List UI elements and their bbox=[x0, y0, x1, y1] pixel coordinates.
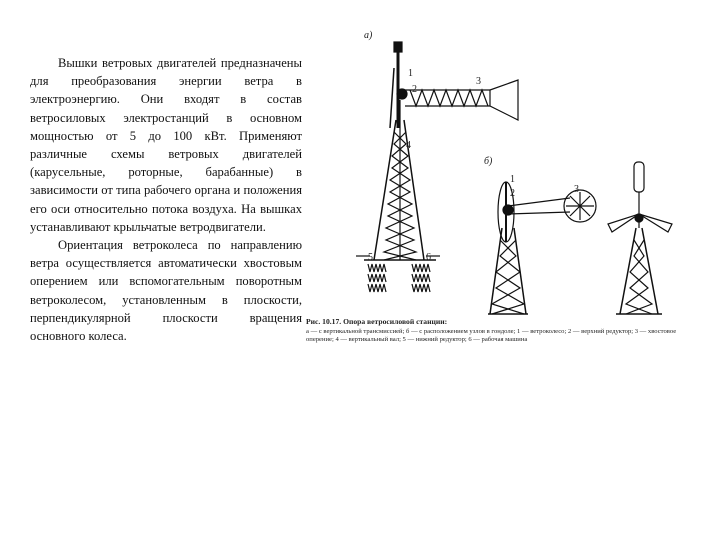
tower-c bbox=[608, 162, 672, 314]
paragraph-2: Ориентация ветроколеса по направлению ветра осуществляется автоматически хвостовым оперением или вспомогательным поворотным ветроколесом, установленным в плоскости, перпендикулярной плоскости вращения основного колеса. bbox=[30, 238, 302, 344]
callout-2: 2 bbox=[412, 84, 417, 95]
callout-5: 5 bbox=[368, 252, 373, 263]
callout-3: 3 bbox=[476, 76, 481, 87]
callout-1: 1 bbox=[408, 68, 413, 79]
figure-label-a: а) bbox=[364, 30, 373, 41]
figure-label-b: б) bbox=[484, 156, 493, 167]
caption-title: Рис. 10.17. Опора ветросиловой станции: bbox=[306, 317, 448, 326]
callout-b-2: 2 bbox=[510, 188, 515, 199]
tower-a bbox=[356, 42, 518, 292]
callout-6: 6 bbox=[426, 252, 431, 263]
callout-4: 4 bbox=[406, 140, 411, 151]
tower-b bbox=[488, 182, 596, 314]
figure-caption bbox=[306, 318, 704, 345]
paragraph-1: Вышки ветровых двигателей предназначены для преобразования энергии ветра в электроэнергию. Они входят в состав ветросиловых электростанций в основном мощностью от 5 до 100 кВт. Применяют различные схемы ветровых двигателей (карусельные, роторные, барабанные) в зависимости от типа рабочего органа и положения его оси относительно потока воздуха. На вышках устанавливают крыльчатые ветродвигатели. bbox=[30, 56, 302, 234]
tower-drawing bbox=[350, 28, 710, 318]
body-text bbox=[30, 54, 302, 345]
callout-b-3: 3 bbox=[574, 184, 579, 195]
callout-b-1: 1 bbox=[510, 174, 515, 185]
caption-body: а — с вертикальной трансмиссией; б — с расположением узлов в гондоле; 1 — ветроколесо; 2 — верхний редуктор; 3 — хвостовое оперение; 4 — вертикальный вал; 5 — нижний редуктор; 6 — рабочая машина bbox=[306, 327, 677, 344]
